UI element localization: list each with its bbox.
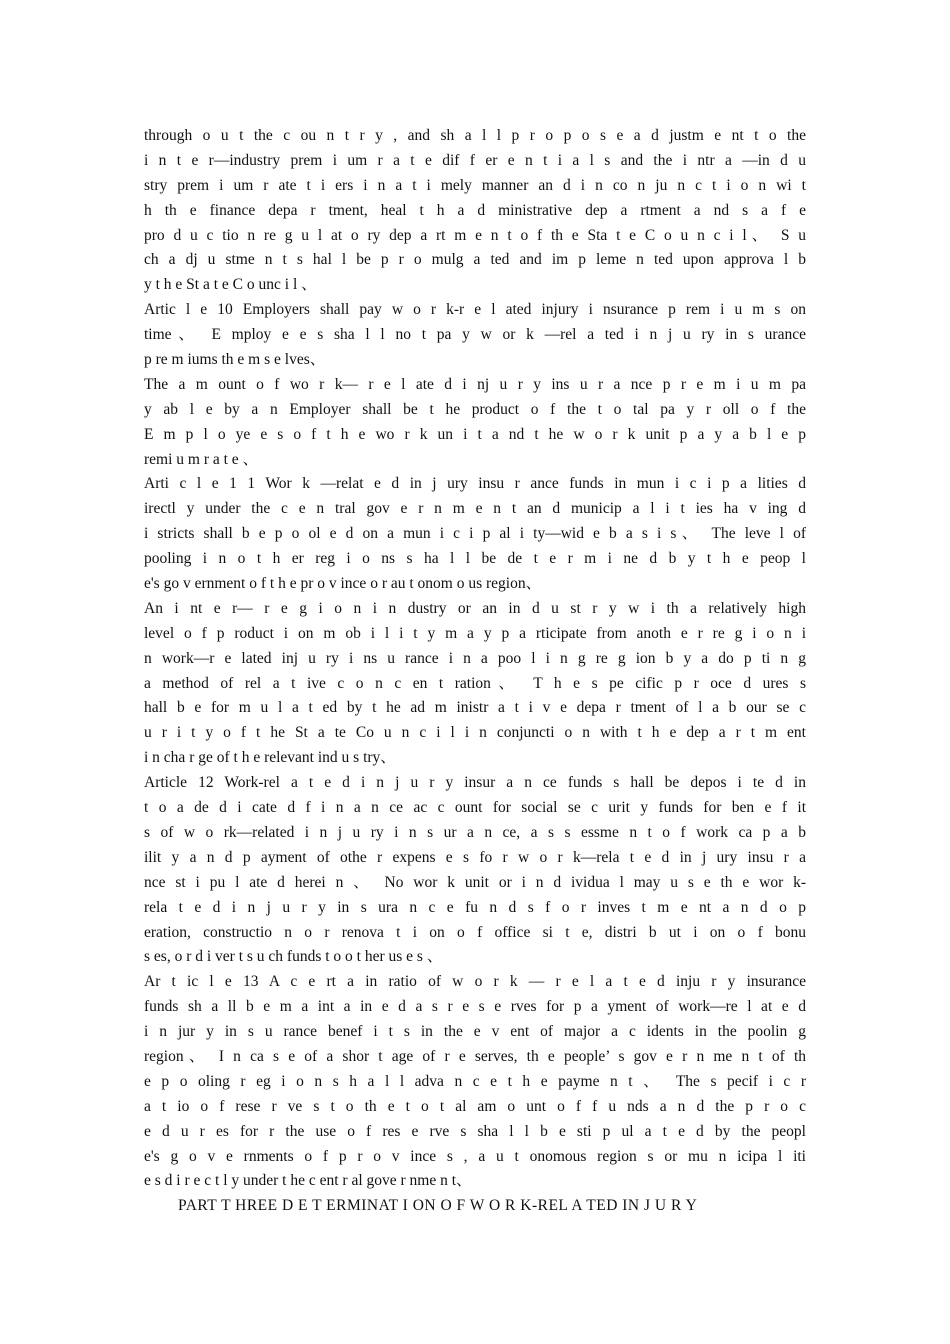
text-line: i n cha r ge of t h e relevant ind u s try、 — [144, 749, 396, 767]
text-line: nce st i pu l ate d herei n 、 No wor k unit or i n d ividua l may u s e th e wor k- — [144, 873, 806, 891]
section-heading: PART T HREE D E T ERMINAT I ON O F W O R K-REL A TED IN J U R Y — [178, 1197, 698, 1215]
text-line: remi u m r a t e 、 — [144, 450, 259, 468]
text-line: pooling i n o t h er reg i o ns s ha l l be de t e r m i ne d b y t h e peop l — [144, 550, 806, 568]
text-line: funds sh a ll b e m a int a in e d a s r e s e rves for p a yment of work—re l at e d — [144, 998, 806, 1016]
text-line: Ar t ic l e 13 A c e rt a in ratio of w o r k — r e l a t e d inju r y insurance — [144, 973, 806, 991]
text-line: pro d u c tio n re g u l at o ry dep a rt m e n t o f th e Sta t e C o u n c i l、 S u — [144, 226, 806, 244]
text-line: e's g o v e rnments o f p r o v ince s , a u t onomous region s or mu n icipa l iti — [144, 1147, 806, 1165]
text-line: e's go v ernment o f t h e pr o v ince o r au t onom o us region、 — [144, 575, 542, 593]
text-line: Article 12 Work-rel a t e d i n j u r y insur a n ce funds s hall be depos i te d in — [144, 774, 806, 792]
text-line: a t io o f rese r ve s t o th e t o t al am o unt o f f u nds a n d the p r o c — [144, 1097, 806, 1115]
text-line: h th e finance depa r tment, heal t h a d ministrative dep a rtment a nd s a f e — [144, 201, 806, 219]
text-line: Arti c l e 1 1 Wor k —relat e d in j ury insu r ance funds in mun i c i p a lities d — [144, 475, 806, 493]
text-line: t o a de d i cate d f i n a n ce ac c ount for social se c urit y funds for ben e f it — [144, 799, 806, 817]
text-line: region、 I n ca s e of a shor t age of r e serves, th e people’ s gov e r n me n t of th — [144, 1047, 806, 1065]
text-line: a method of rel a t ive c o n c en t ration、 T h e s pe cific p r oce d ures s — [144, 674, 806, 692]
document-body — [144, 124, 806, 1219]
text-line: y ab l e by a n Employer shall be t he product o f the t o tal pa y r oll o f the — [144, 400, 806, 418]
text-line: y t h e St a t e C o unc i l 、 — [144, 276, 317, 294]
text-line: i n t e r—industry prem i um r a t e dif f er e n t i a l s and the i ntr a —in d u — [144, 151, 806, 169]
text-line: time、 E mploy e e s sha l l no t pa y w or k —rel a ted i n j u ry in s urance — [144, 326, 806, 344]
text-line: Artic l e 10 Employers shall pay w o r k-r e l ated injury i nsurance p rem i u m s on — [144, 301, 806, 319]
text-line: stry prem i um r ate t i ers i n a t i mely manner an d i n co n ju n c t i o n wi t — [144, 176, 806, 194]
text-line: n work—r e lated inj u ry i ns u rance i n a poo l i n g re g ion b y a do p ti n g — [144, 649, 806, 667]
text-line: p re m iums th e m s e lves、 — [144, 351, 326, 369]
text-line: s of w o rk—related i n j u ry i n s ur a n ce, a s s essme n t o f work ca p a b — [144, 823, 806, 841]
text-line: hall b e for m u l a t ed by t he ad m inistr a t i v e depa r tment of l a b our se c — [144, 699, 806, 717]
text-line: level o f p roduct i on m ob i l i t y m a y p a rticipate from anoth e r re g i o n i — [144, 624, 806, 642]
text-line: e d u r es for r the use o f res e rve s sha l l b e sti p ul a t e d by the peopl — [144, 1122, 806, 1140]
text-line: e s d i r e c t l y under t he c ent r al gove r nme n t、 — [144, 1172, 472, 1190]
text-line: The a m ount o f wo r k— r e l ate d i nj u r y ins u r a nce p r e m i u m pa — [144, 375, 806, 393]
text-line: s es, o r d i ver t s u ch funds t o o t her us e s 、 — [144, 948, 443, 966]
text-line: through o u t the c ou n t r y , and sh a l l p r o p o s e a d justm e nt t o the — [144, 127, 806, 144]
text-line: i stricts shall b e p o ol e d on a mun i c i p al i ty—wid e b a s i s、 The leve l of — [144, 525, 806, 543]
text-line: rela t e d i n j u r y in s ura n c e fu n d s f o r inves t m e nt a n d o p — [144, 898, 806, 916]
text-line: e p o oling r eg i o n s h a l l adva n c e t h e payme n t 、 The s pecif i c r — [144, 1072, 806, 1090]
text-line: ilit y a n d p ayment of othe r expens e s fo r w o r k—rela t e d in j ury insu r a — [144, 848, 806, 866]
text-line: E m p l o ye e s o f t h e wo r k un i t a nd t he w o r k unit p a y a b l e p — [144, 425, 806, 443]
text-line: irectl y under the c e n tral gov e r n m e n t an d municip a l i t ies ha v ing d — [144, 500, 806, 518]
text-line: An i nt e r— r e g i o n i n dustry or an in d u st r y w i th a relatively high — [144, 599, 806, 617]
text-line: eration, constructio n o r renova t i on o f office si t e, distri b ut i on o f bonu — [144, 923, 806, 941]
text-line: i n jur y in s u rance benef i t s in the e v ent of major a c idents in the poolin g — [144, 1023, 806, 1041]
text-line: ch a dj u stme n t s hal l be p r o mulg a ted and im p leme n ted upon approva l b — [144, 251, 806, 269]
text-line: u r i t y o f t he St a te Co u n c i l i n conjuncti o n with t h e dep a r t m ent — [144, 724, 806, 742]
